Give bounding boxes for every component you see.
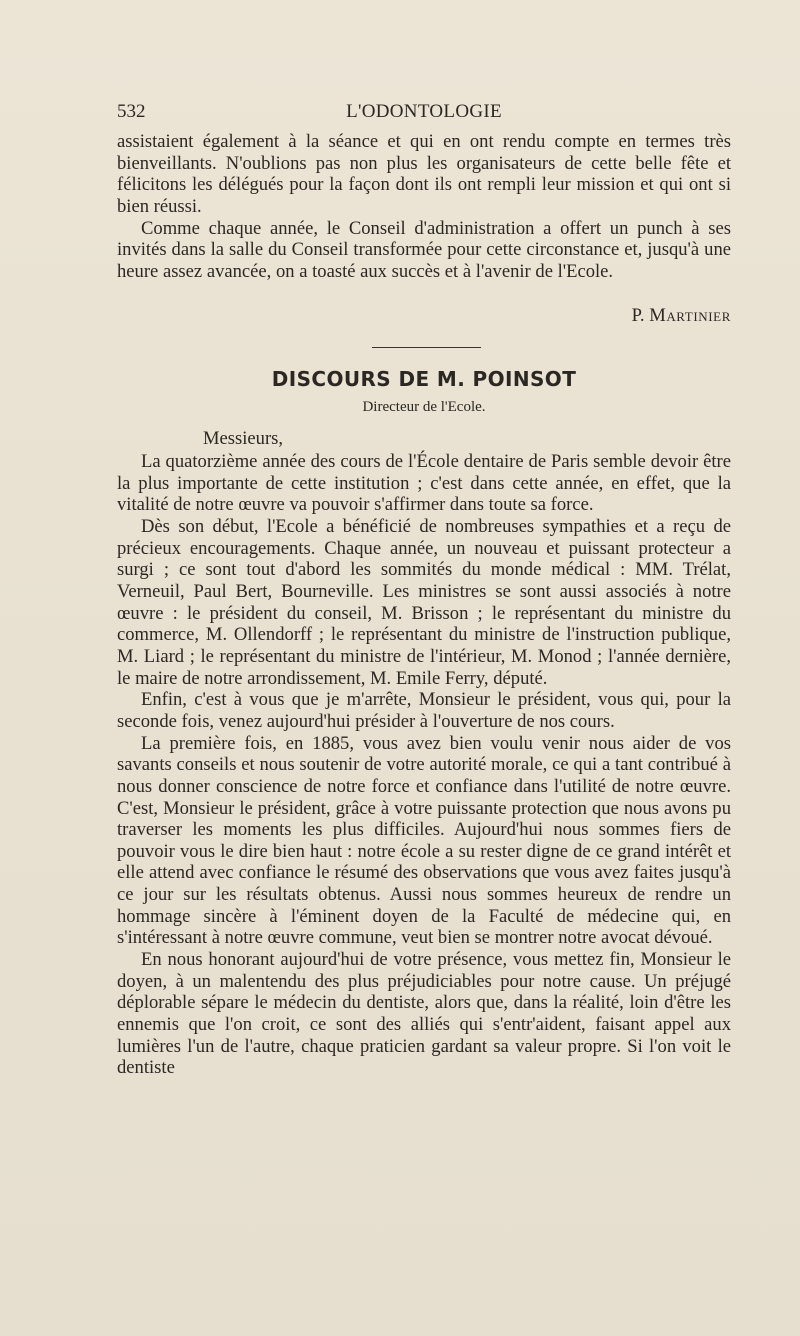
article-subtitle: Directeur de l'Ecole. bbox=[362, 399, 486, 415]
running-title: L'ODONTOLOGIE bbox=[346, 101, 502, 122]
article-title: DISCOURS DE M. POINSOT bbox=[271, 367, 577, 391]
intro-paragraph: assistaient également à la séance et qui en ont rendu compte en termes très bienveillants. N'oublions pas non plus les organisateurs de cette belle fête et félicitons les délégués pour la façon dont ils ont rempli leur mission et qui ont si bien réussi. bbox=[117, 131, 731, 217]
page-header bbox=[117, 101, 731, 127]
section-divider bbox=[372, 347, 481, 348]
intro-paragraph: Comme chaque année, le Conseil d'administration a offert un punch à ses invités dans la salle du Conseil transformée pour cette circonstance et, jusqu'à une heure assez avancée, on a toasté aux succès et à l'avenir de l'Ecole. bbox=[117, 217, 731, 282]
intro-text bbox=[117, 131, 731, 283]
article-paragraph: Enfin, c'est à vous que je m'arrête, Monsieur le président, vous qui, pour la seconde fois, venez aujourd'hui présider à l'ouverture de nos cours. bbox=[117, 689, 731, 732]
signature bbox=[632, 305, 731, 327]
article-paragraph: Dès son début, l'Ecole a bénéficié de nombreuses sympathies et a reçu de précieux encouragements. Chaque année, un nouveau et puissant protecteur a surgi ; ce sont tout d'abord les sommités du monde médical : MM. Trélat, Verneuil, Paul Bert, Bourneville. Les ministres se sont aussi associés à notre œuvre : le président du conseil, M. Brisson ; le représentant du ministre du commerce, M. Ollendorff ; le représentant du ministre de l'instruction publique, M. Liard ; le représentant du ministre de l'intérieur, M. Monod ; l'année dernière, le maire de notre arrondissement, M. Emile Ferry, député. bbox=[117, 515, 731, 689]
article-paragraph: La quatorzième année des cours de l'École dentaire de Paris semble devoir être la plus importante de cette institution ; c'est dans cette année, en effet, que la vitalité de notre œuvre va pouvoir s'affirmer dans toute sa force. bbox=[117, 451, 731, 516]
article-body bbox=[117, 451, 731, 1079]
article-paragraph: La première fois, en 1885, vous avez bien voulu venir nous aider de vos savants conseils et nous soutenir de votre autorité morale, ce qui a tant contribué à nous donner conscience de notre force et confiance dans l'utilité de notre œuvre. C'est, Monsieur le président, grâce à votre puissante protection que nous avons pu traverser les moments les plus difficiles. Aujourd'hui nous sommes fiers de pouvoir vous le dire bien haut : notre école a su rester digne de ce grand intérêt et elle attend avec confiance le résumé des observations que vous avez faites jusqu'à ce jour sur les résultats obtenus. Aussi nous sommes heureux de rendre un hommage sincère à l'éminent doyen de la Faculté de médecine qui, en s'intéressant à notre œuvre commune, veut bien se montrer notre avocat dévoué. bbox=[117, 732, 731, 949]
article-paragraph: En nous honorant aujourd'hui de votre présence, vous mettez fin, Monsieur le doyen, à un malentendu des plus préjudiciables pour notre cause. Un préjugé déplorable sépare le médecin du dentiste, alors que, dans la réalité, loin d'être les ennemis que l'on croit, ce sont des alliés qui s'entr'aident, faisant appel aux lumières l'un de l'autre, chaque praticien gardant sa valeur propre. Si l'on voit le dentiste bbox=[117, 949, 731, 1079]
page-number: 532 bbox=[117, 101, 146, 122]
signature-initial: P. bbox=[631, 305, 645, 326]
salutation: Messieurs, bbox=[203, 428, 284, 449]
signature-name: Martinier bbox=[649, 305, 731, 326]
